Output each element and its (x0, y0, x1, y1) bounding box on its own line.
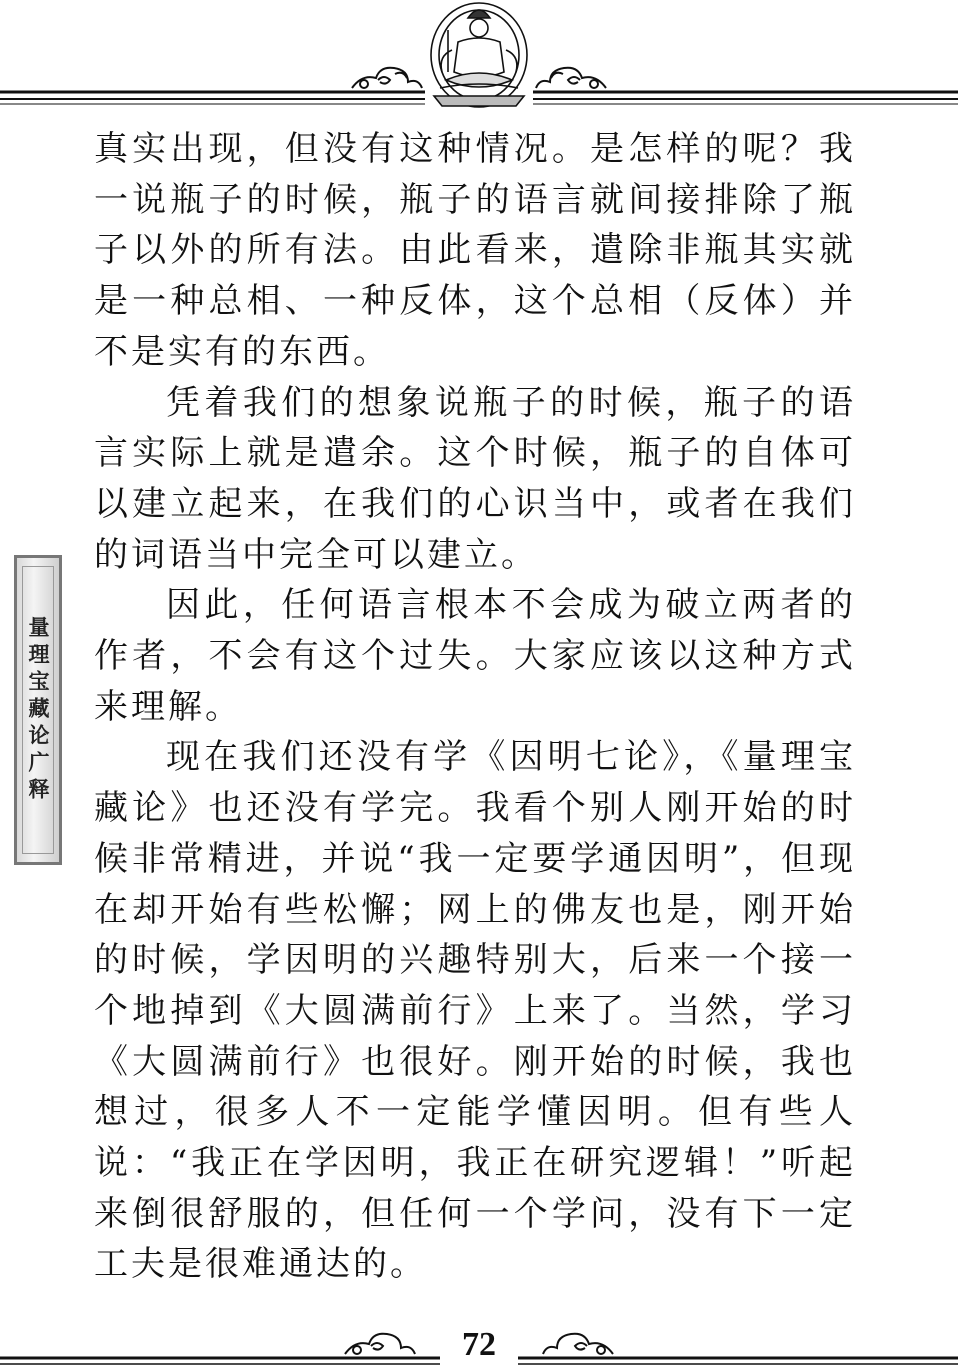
header-ornament (0, 0, 958, 110)
paragraph: 因此，任何语言根本不会成为破立两者的作者，不会有这个过失。大家应该以这种方式来理解。 (94, 585, 856, 727)
side-book-title-tab (14, 555, 62, 865)
paragraph: 真实出现，但没有这种情况。是怎样的呢？我一说瓶子的时候，瓶子的语言就间接排除了瓶子以外的所有法。由此看来，遣除非瓶其实就是一种总相、一种反体，这个总相（反体）并不是实有的东西。 (94, 129, 856, 372)
cloud-scroll-icon (352, 68, 422, 88)
page-number: 72 (462, 1326, 496, 1363)
paragraph: 凭着我们的想象说瓶子的时候，瓶子的语言实际上就是遣余。这个时候，瓶子的自体可以建立起来，在我们的心识当中，或者在我们的词语当中完全可以建立。 (94, 382, 856, 575)
cloud-scroll-icon (536, 68, 606, 88)
page-body (94, 124, 856, 1290)
book-title: 量理宝藏论广释 (26, 615, 50, 805)
deity-figure-icon (431, 3, 527, 107)
paragraph: 现在我们还没有学《因明七论》，《量理宝藏论》也还没有学完。我看个别人刚开始的时候非常精进，并说“我一定要学通因明”，但现在却开始有些松懈；网上的佛友也是，刚开始的时候，学因明的兴趣特别大，后来一个接一个地掉到《大圆满前行》上来了。当然，学习《大圆满前行》也很好。刚开始的时候，我也想过，很多人不一定能学懂因明。但有些人说：“我正在学因明，我正在研究逻辑！”听起来倒很舒服的，但任何一个学问，没有下一定工夫是很难通达的。 (94, 737, 856, 1285)
